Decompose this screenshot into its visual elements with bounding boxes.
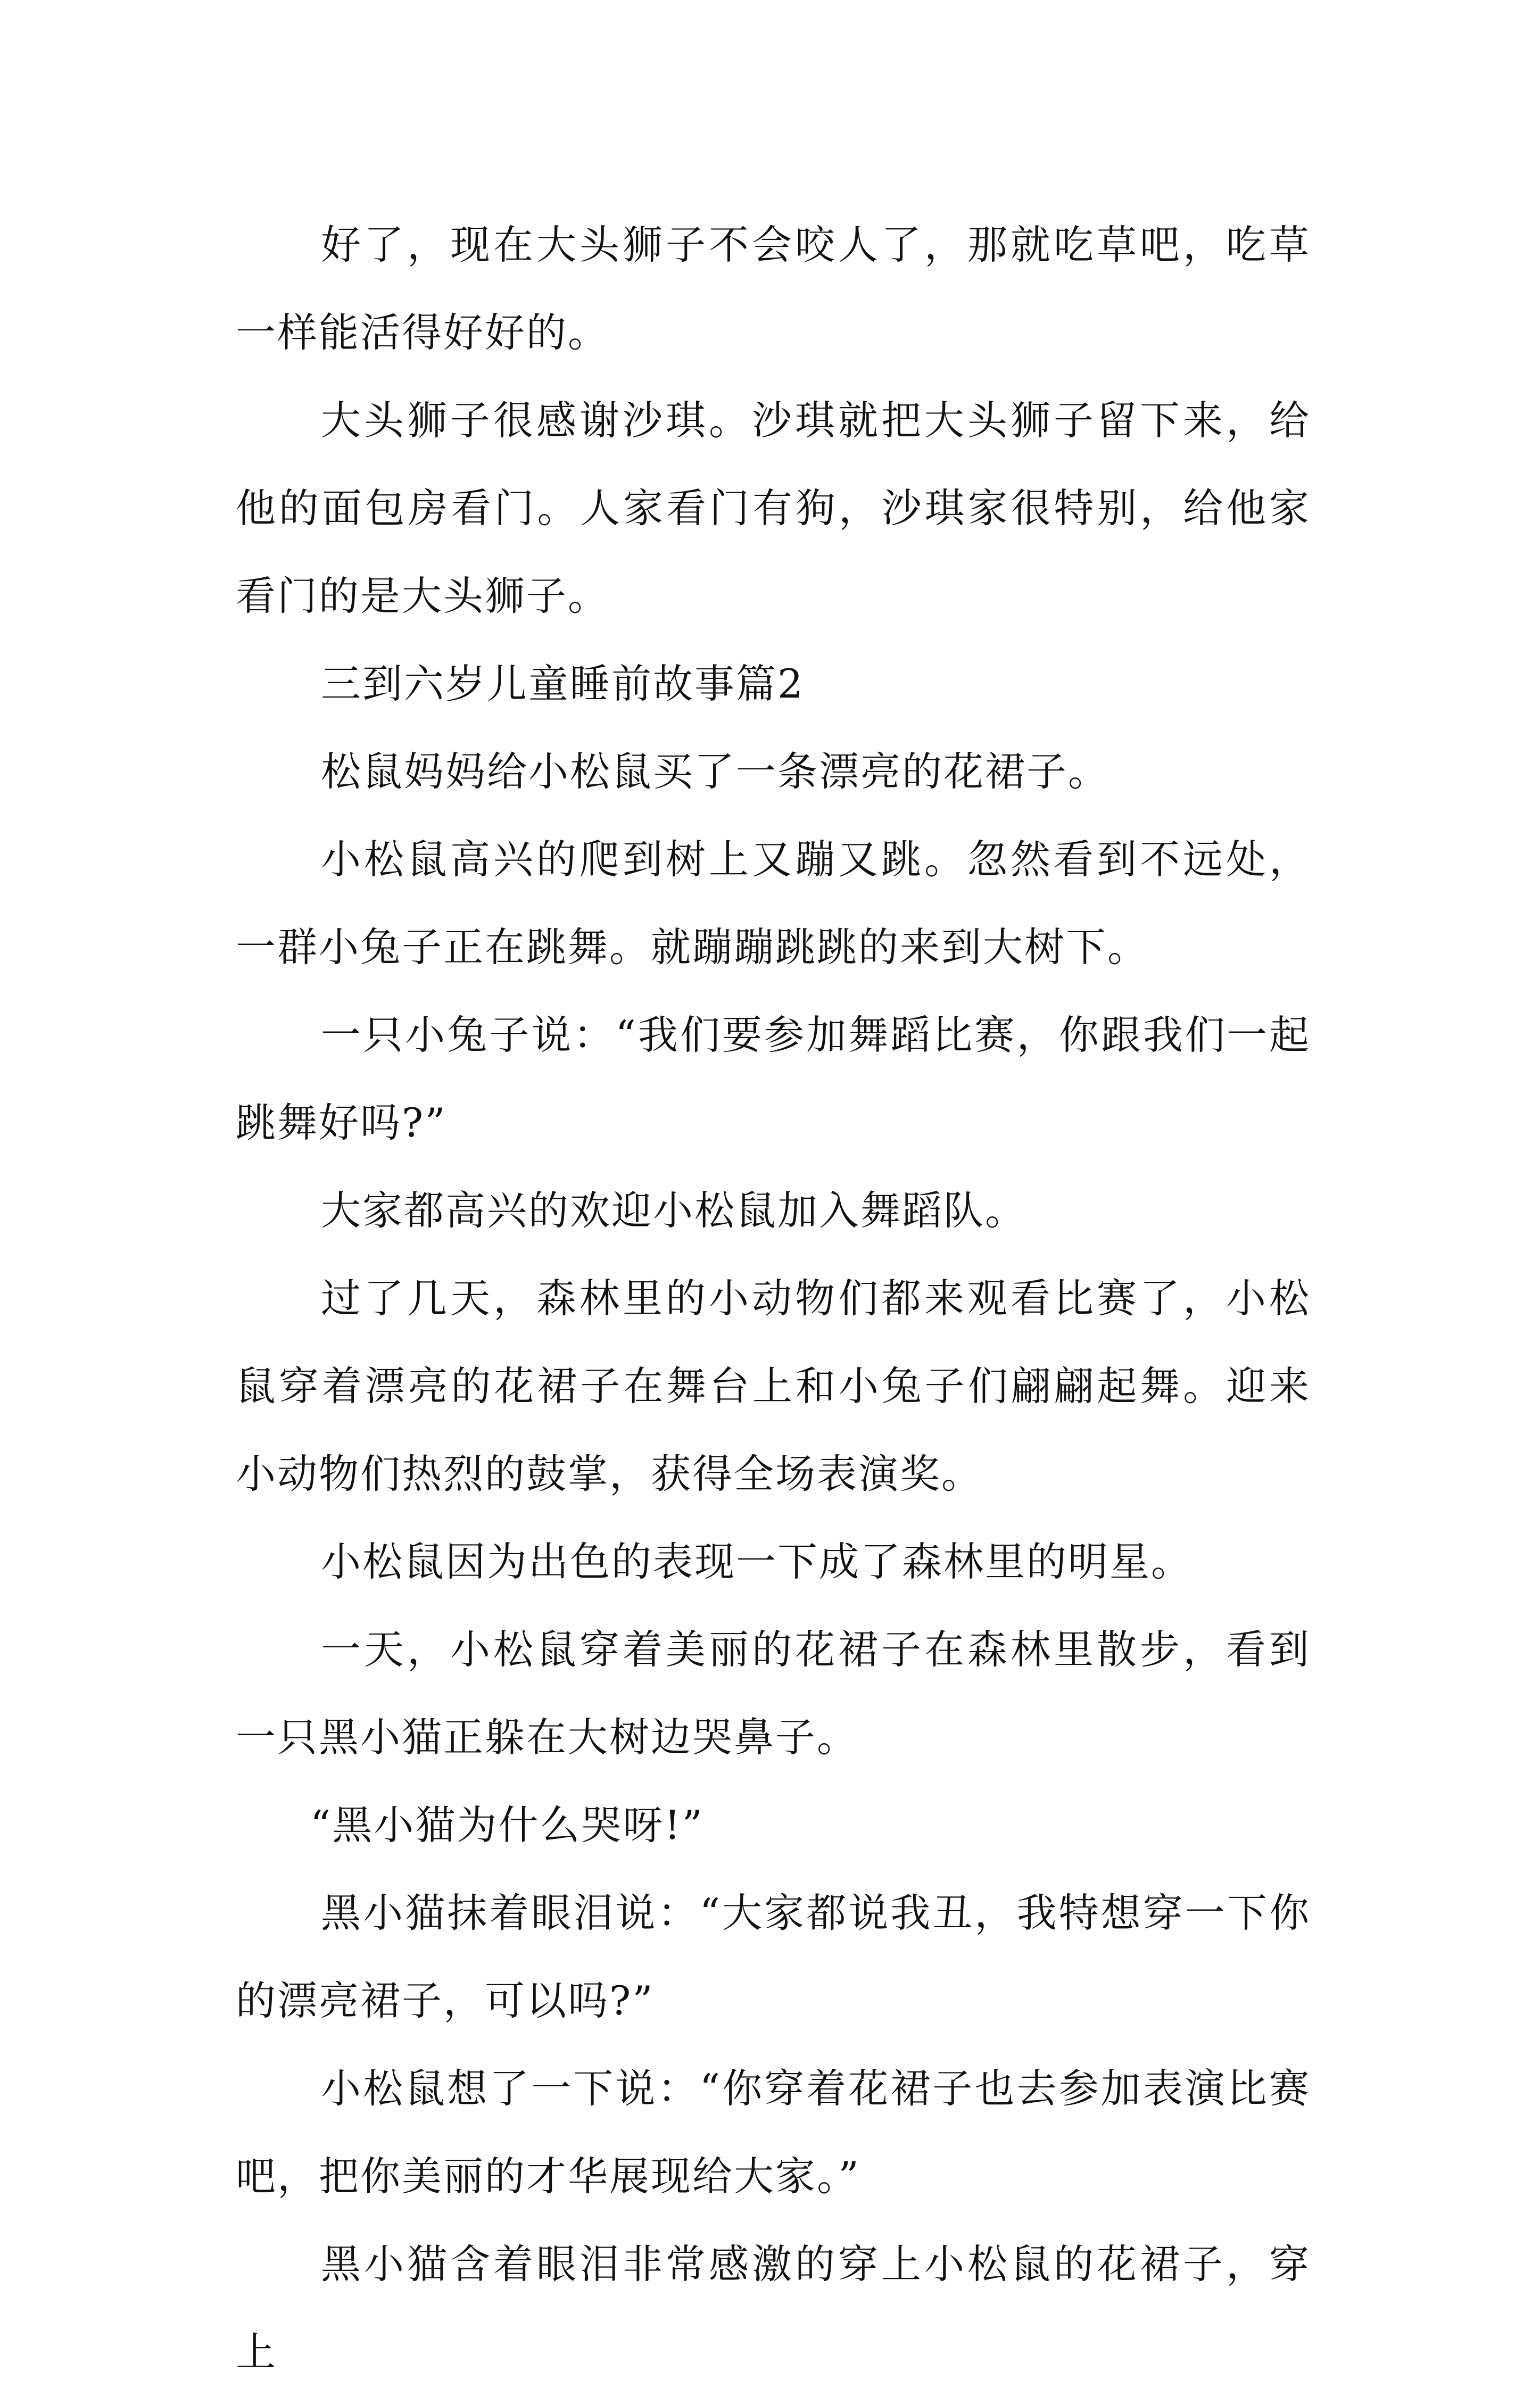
- paragraph-2: 大头狮子很感谢沙琪。沙琪就把大头狮子留下来，给他的面包房看门。人家看门有狗，沙琪家很特别，给他家看门的是大头狮子。: [236, 397, 1311, 619]
- paragraph-4: 小松鼠高兴的爬到树上又蹦又跳。忽然看到不远处，一群小兔子正在跳舞。就蹦蹦跳跳的来到大树下。: [236, 836, 1311, 971]
- section-heading: 三到六岁儿童睡前故事篇2: [321, 660, 805, 707]
- paragraph-11: 黑小猫抹着眼泪说：“大家都说我丑，我特想穿一下你的漂亮裙子，可以吗?”: [236, 1889, 1311, 2024]
- paragraph-12: 小松鼠想了一下说：“你穿着花裙子也去参加表演比赛吧，把你美丽的才华展现给大家。”: [236, 2065, 1311, 2200]
- paragraph-6: 大家都高兴的欢迎小松鼠加入舞蹈队。: [321, 1187, 1027, 1234]
- document-page: [236, 201, 1311, 2396]
- paragraph-1: 好了，现在大头狮子不会咬人了，那就吃草吧，吃草一样能活得好好的。: [236, 221, 1311, 356]
- paragraph-9: 一天，小松鼠穿着美丽的花裙子在森林里散步，看到一只黑小猫正躲在大树边哭鼻子。: [236, 1626, 1311, 1761]
- paragraph-7: 过了几天，森林里的小动物们都来观看比赛了，小松鼠穿着漂亮的花裙子在舞台上和小兔子们翩翩起舞。迎来小动物们热烈的鼓掌，获得全场表演奖。: [236, 1275, 1311, 1497]
- paragraph-5: 一只小兔子说：“我们要参加舞蹈比赛，你跟我们一起跳舞好吗?”: [236, 1012, 1311, 1146]
- paragraph-8: 小松鼠因为出色的表现一下成了森林里的明星。: [321, 1538, 1193, 1585]
- paragraph-10: “黑小猫为什么哭呀!”: [310, 1802, 704, 1848]
- paragraph-3: 松鼠妈妈给小松鼠买了一条漂亮的花裙子。: [321, 748, 1110, 795]
- paragraph-13: 黑小猫含着眼泪非常感激的穿上小松鼠的花裙子，穿上: [236, 2241, 1311, 2375]
